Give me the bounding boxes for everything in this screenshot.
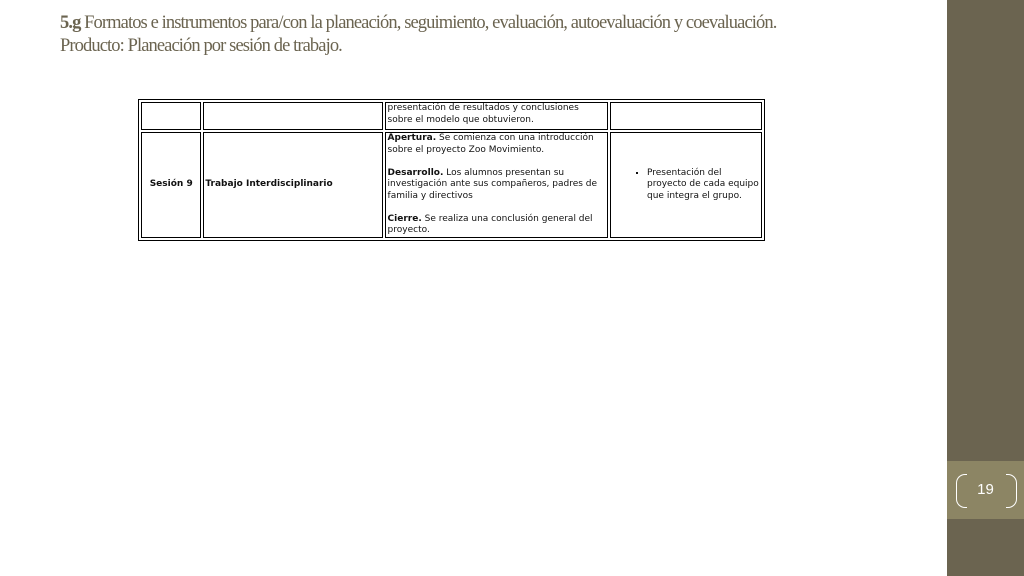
closing-text: Se realiza una conclusión general del proyecto. xyxy=(387,213,593,235)
development-text: Los alumnos presentan su investigación ante sus compañeros, padres de familia y directivos xyxy=(387,167,598,201)
slide-title-number: 5.g xyxy=(60,13,81,33)
session-plan-table xyxy=(138,99,765,241)
table-row xyxy=(141,102,762,130)
type-cell: Trabajo Interdisciplinario xyxy=(203,132,382,238)
page-number-badge xyxy=(947,461,1024,519)
opening-paragraph xyxy=(388,133,605,156)
session-cell: Sesión 9 xyxy=(141,132,201,238)
product-cell xyxy=(610,132,762,238)
slide-subtitle: Producto: Planeación por sesión de trabajo. xyxy=(60,36,342,56)
product-list xyxy=(613,168,759,203)
activity-cell xyxy=(385,102,608,130)
slide-title xyxy=(60,12,930,58)
page-number: 19 xyxy=(977,481,994,498)
activity-text: presentación de resultados y conclusiones sobre el modelo que obtuvieron. xyxy=(387,103,579,125)
closing-paragraph xyxy=(388,214,605,237)
development-paragraph xyxy=(388,168,605,203)
development-label: Desarrollo. xyxy=(387,167,444,178)
list-item: ▪ Presentación del proyecto de cada equipo que integra el grupo. xyxy=(647,168,759,203)
product-cell xyxy=(610,102,762,130)
closing-label: Cierre. xyxy=(387,213,422,224)
type-cell xyxy=(203,102,382,130)
slide-title-text: Formatos e instrumentos para/con la planeación, seguimiento, evaluación, autoevaluación y coevaluación. xyxy=(84,13,777,33)
opening-text: Se comienza con una introducción sobre el proyecto Zoo Movimiento. xyxy=(387,133,594,155)
session-cell xyxy=(141,102,201,130)
table-row xyxy=(141,132,762,238)
opening-label: Apertura. xyxy=(387,133,437,143)
activity-cell xyxy=(385,132,608,238)
